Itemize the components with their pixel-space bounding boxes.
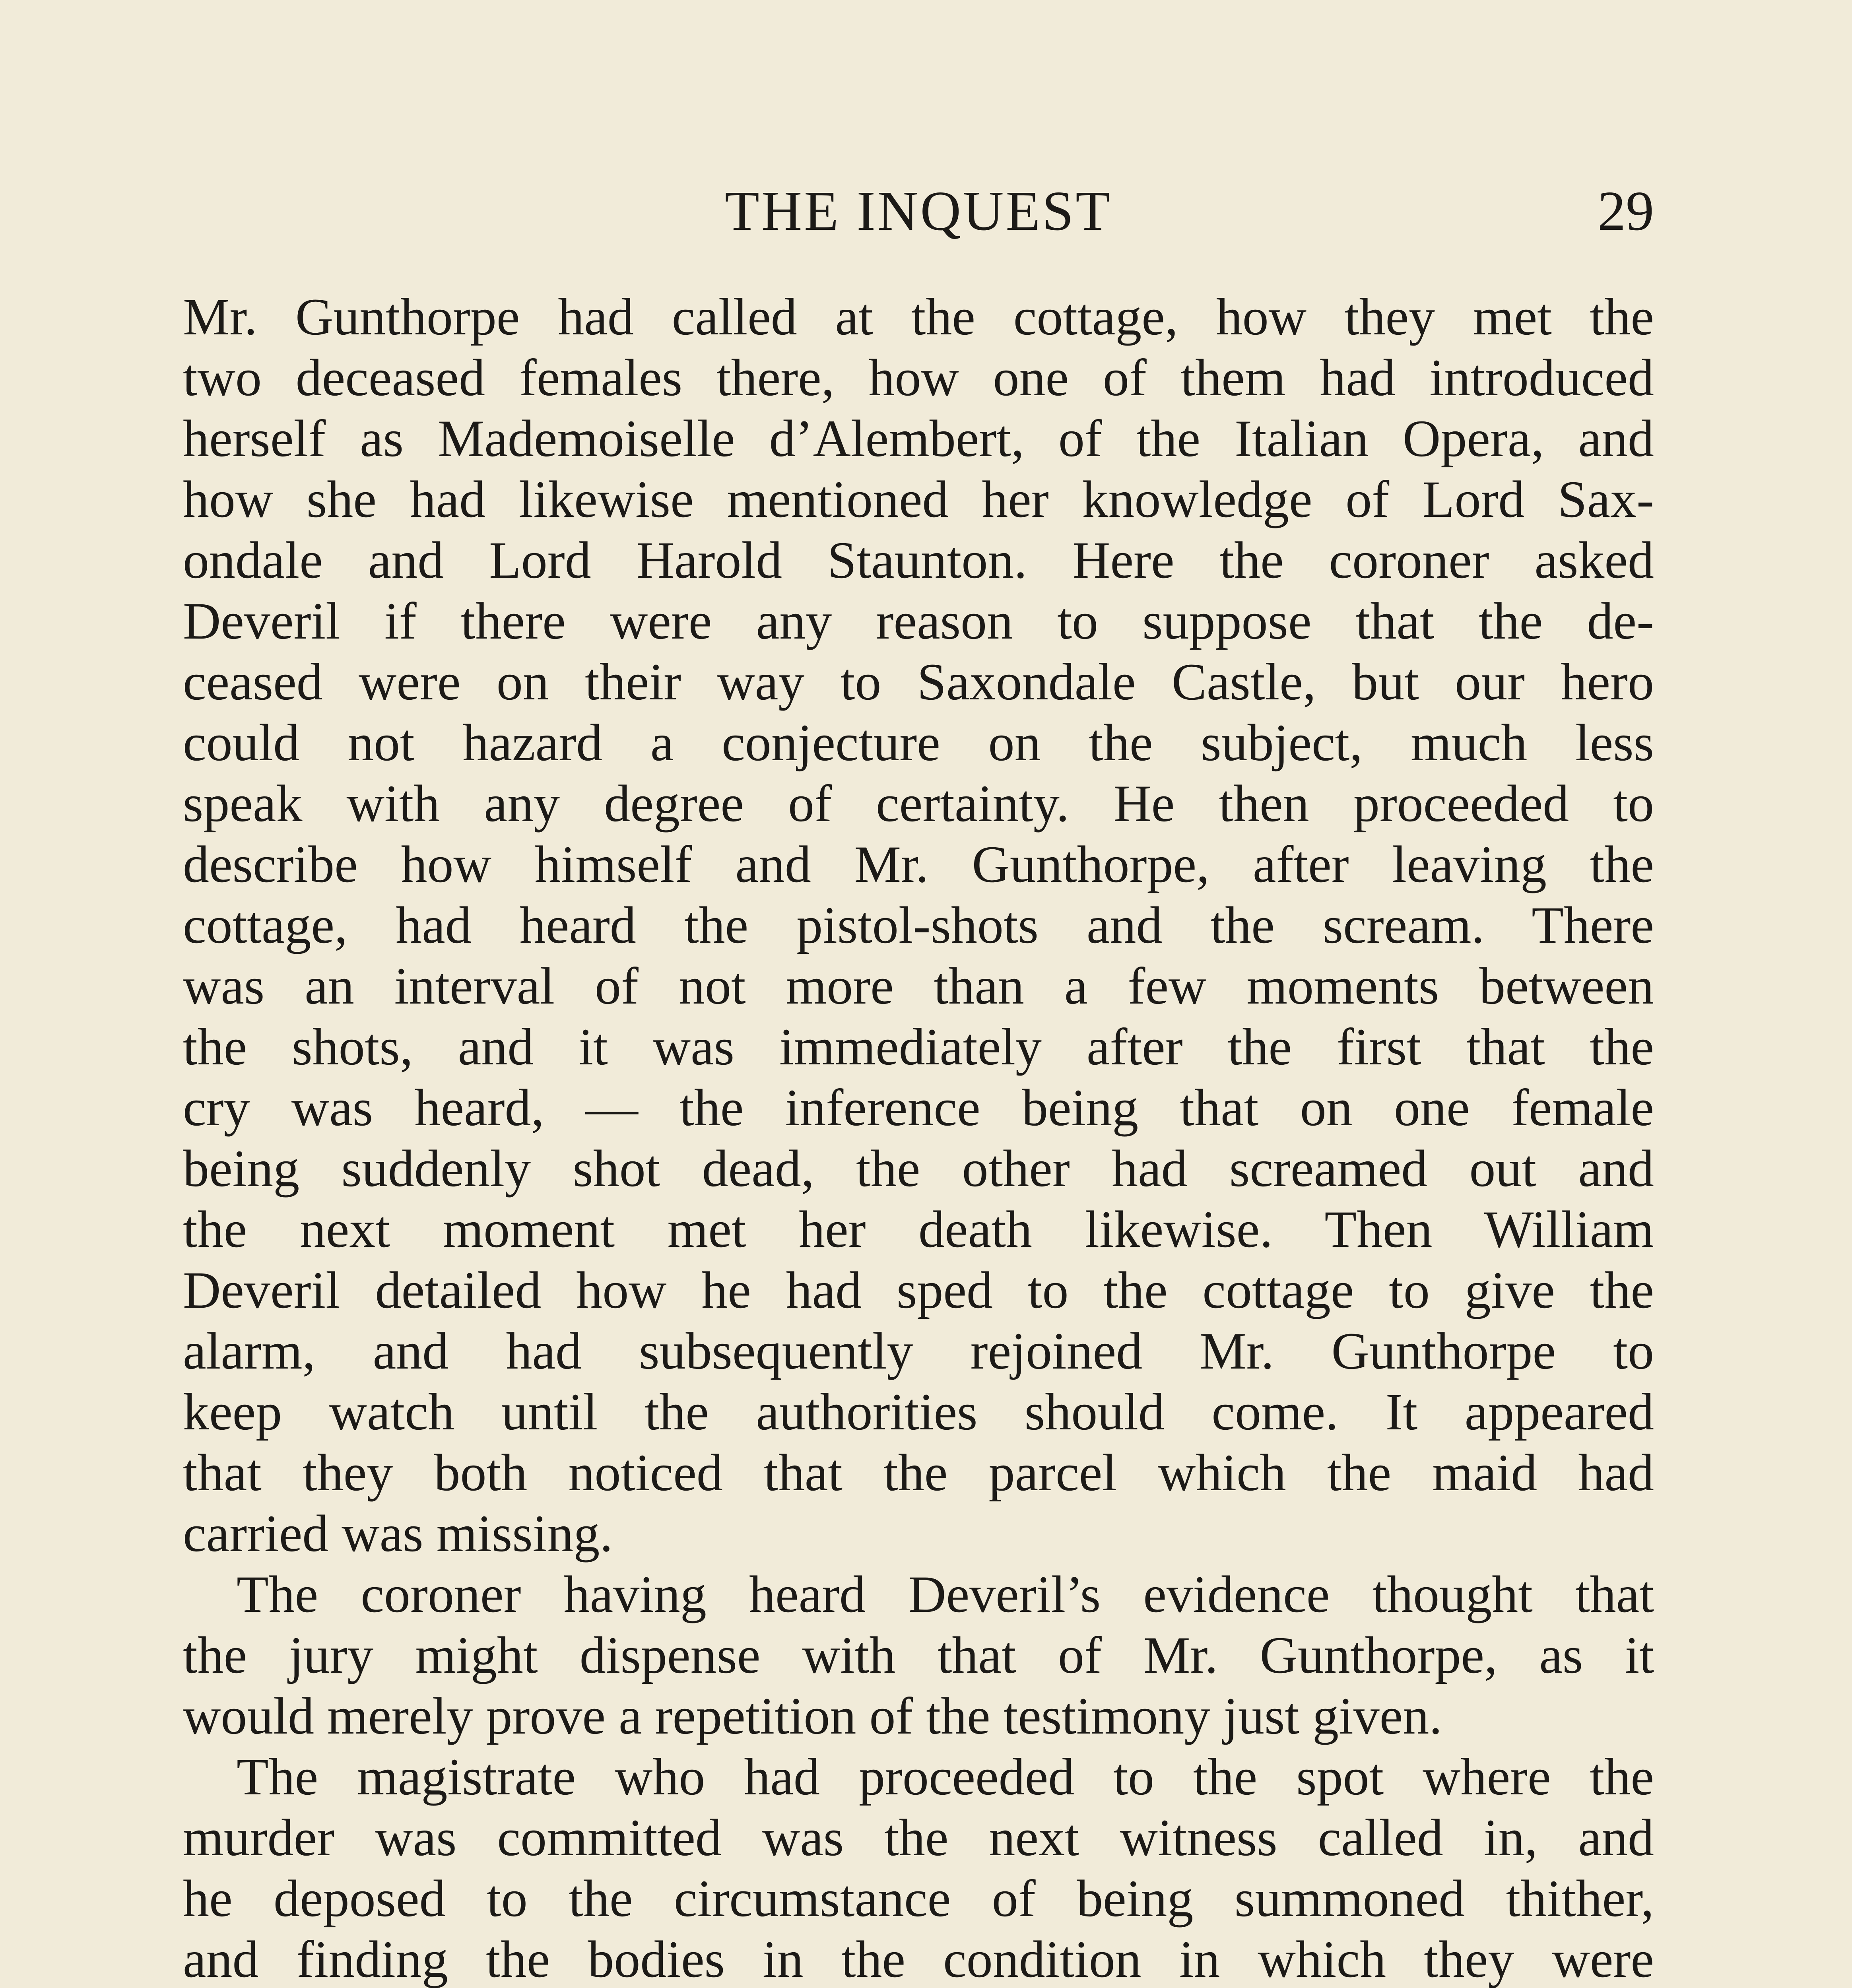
text-line: that they both noticed that the parcel which the maid had [183, 1443, 1654, 1502]
body-text [183, 286, 1654, 1988]
text-line: he deposed to the circumstance of being summoned thither, [183, 1869, 1654, 1928]
text-line: murder was committed was the next witness called in, and [183, 1808, 1654, 1867]
text-line: The coroner having heard Deveril’s evidence thought that [237, 1565, 1654, 1623]
text-line: cry was heard, — the inference being that on one female [183, 1078, 1654, 1137]
text-line: ondale and Lord Harold Staunton. Here the coroner asked [183, 531, 1654, 589]
running-header [183, 175, 1654, 247]
text-line: The magistrate who had proceeded to the spot where the [237, 1747, 1654, 1806]
text-line: carried was missing. [183, 1504, 613, 1563]
text-line: speak with any degree of certainty. He then proceeded to [183, 774, 1654, 833]
text-line: how she had likewise mentioned her knowledge of Lord Sax- [183, 470, 1654, 528]
text-line: herself as Mademoiselle d’Alembert, of the Italian Opera, and [183, 409, 1654, 468]
text-line: was an interval of not more than a few moments between [183, 957, 1654, 1015]
text-line: describe how himself and Mr. Gunthorpe, after leaving the [183, 835, 1654, 893]
running-title: THE INQUEST [725, 179, 1112, 242]
text-line: two deceased females there, how one of them had introduced [183, 348, 1654, 407]
text-line: Mr. Gunthorpe had called at the cottage, how they met the [183, 287, 1654, 346]
text-line: would merely prove a repetition of the testimony just given. [183, 1687, 1442, 1745]
text-line: the jury might dispense with that of Mr. Gunthorpe, as it [183, 1626, 1654, 1684]
text-line: the next moment met her death likewise. Then William [183, 1200, 1654, 1258]
text-line: the shots, and it was immediately after the first that the [183, 1017, 1654, 1076]
text-line: keep watch until the authorities should come. It appeared [183, 1382, 1654, 1441]
text-line: could not hazard a conjecture on the subject, much less [183, 713, 1654, 772]
text-line: being suddenly shot dead, the other had screamed out and [183, 1139, 1654, 1198]
page-number: 29 [1598, 179, 1654, 242]
text-line: Deveril detailed how he had sped to the cottage to give the [183, 1261, 1654, 1319]
text-line: ceased were on their way to Saxondale Castle, but our hero [183, 652, 1654, 711]
text-line: and finding the bodies in the condition in which they were [183, 1930, 1654, 1988]
text-line: alarm, and had subsequently rejoined Mr. Gunthorpe to [183, 1322, 1654, 1380]
text-line: cottage, had heard the pistol-shots and the scream. There [183, 896, 1654, 954]
text-line: Deveril if there were any reason to suppose that the de- [183, 592, 1654, 650]
